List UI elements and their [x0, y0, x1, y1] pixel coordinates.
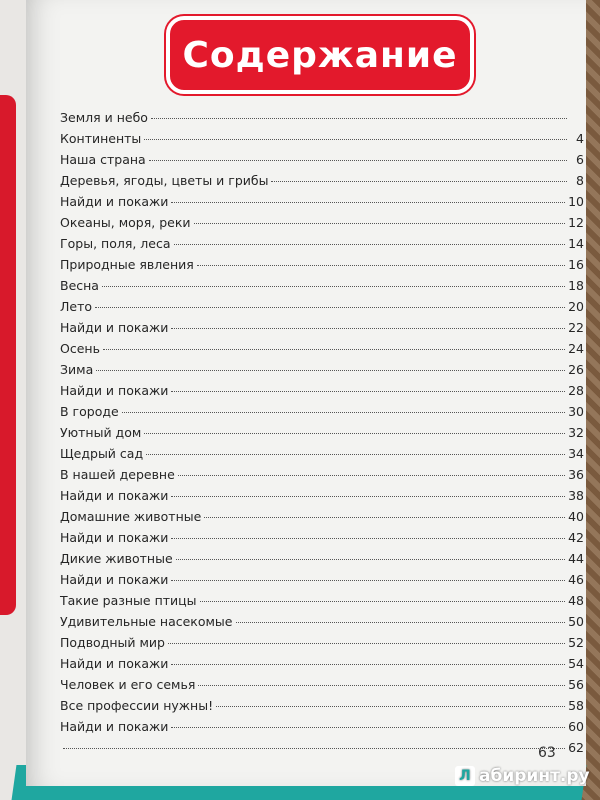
toc-leader-dots	[144, 139, 567, 140]
toc-entry	[60, 236, 584, 257]
toc-leader-dots	[198, 685, 565, 686]
toc-entry-page: 18	[568, 278, 584, 293]
toc-leader-dots	[171, 202, 565, 203]
toc-entry-page: 28	[568, 383, 584, 398]
toc-entry-label: Найди и покажи	[60, 320, 169, 335]
watermark-text: абиринт.ру	[479, 766, 590, 786]
toc-leader-dots	[171, 664, 565, 665]
toc-entry-page: 10	[568, 194, 584, 209]
toc-entry-label: Найди и покажи	[60, 194, 169, 209]
toc-entry-label: Найди и покажи	[60, 530, 169, 545]
toc-entry-page: 40	[568, 509, 584, 524]
red-page-edge	[0, 95, 16, 615]
toc-entry-label: В городе	[60, 404, 119, 419]
toc-leader-dots	[146, 454, 565, 455]
toc-leader-dots	[63, 748, 565, 749]
toc-entry-page: 54	[568, 656, 584, 671]
toc-leader-dots	[102, 286, 565, 287]
toc-entry-label: Осень	[60, 341, 100, 356]
toc-leader-dots	[194, 223, 566, 224]
toc-entry-label: Дикие животные	[60, 551, 173, 566]
toc-entry-label: Домашние животные	[60, 509, 202, 524]
table-of-contents	[60, 110, 584, 761]
toc-leader-dots	[149, 160, 567, 161]
toc-entry-label: Найди и покажи	[60, 719, 169, 734]
toc-entry-page: 14	[568, 236, 584, 251]
toc-entry-page: 34	[568, 446, 584, 461]
title-banner	[166, 16, 474, 94]
toc-entry-page: 26	[568, 362, 584, 377]
toc-entry-page: 36	[568, 467, 584, 482]
toc-entry	[60, 593, 584, 614]
toc-entry-label: Деревья, ягоды, цветы и грибы	[60, 173, 269, 188]
toc-entry	[60, 341, 584, 362]
toc-entry	[60, 152, 584, 173]
toc-entry-label: Океаны, моря, реки	[60, 215, 191, 230]
toc-leader-dots	[174, 244, 566, 245]
toc-leader-dots	[95, 307, 565, 308]
toc-entry	[60, 383, 584, 404]
toc-leader-dots	[171, 496, 565, 497]
toc-entry-label: В нашей деревне	[60, 467, 175, 482]
toc-entry-page: 56	[568, 677, 584, 692]
toc-entry	[60, 614, 584, 635]
toc-entry-label: Найди и покажи	[60, 488, 169, 503]
toc-entry-label: Зима	[60, 362, 94, 377]
toc-leader-dots	[171, 328, 565, 329]
toc-entry-label: Уютный дом	[60, 425, 142, 440]
toc-entry-page: 38	[568, 488, 584, 503]
toc-entry-label: Лето	[60, 299, 93, 314]
toc-entry-page: 6	[576, 152, 584, 167]
toc-leader-dots	[171, 727, 565, 728]
toc-entry-page: 12	[568, 215, 584, 230]
toc-entry	[60, 425, 584, 446]
toc-entry	[60, 131, 584, 152]
labirint-logo-icon: Л	[455, 766, 475, 786]
toc-entry-label: Наша страна	[60, 152, 146, 167]
page-number: 63	[538, 745, 556, 761]
toc-entry-page: 32	[568, 425, 584, 440]
toc-entry	[60, 278, 584, 299]
toc-entry	[60, 257, 584, 278]
toc-leader-dots	[271, 181, 567, 182]
toc-leader-dots	[176, 559, 565, 560]
book-page	[26, 0, 586, 786]
toc-entry	[60, 194, 584, 215]
toc-leader-dots	[122, 412, 565, 413]
toc-entry-label: Щедрый сад	[60, 446, 144, 461]
toc-entry	[60, 635, 584, 656]
toc-leader-dots	[168, 643, 565, 644]
toc-leader-dots	[144, 433, 565, 434]
toc-entry-page: 16	[568, 257, 584, 272]
toc-entry	[60, 488, 584, 509]
toc-entry	[60, 467, 584, 488]
toc-leader-dots	[204, 517, 565, 518]
toc-entry-page: 44	[568, 551, 584, 566]
toc-entry-label: Земля и небо	[60, 110, 148, 125]
toc-entry-label: Подводный мир	[60, 635, 165, 650]
toc-entry-label: Такие разные птицы	[60, 593, 197, 608]
toc-entry	[60, 551, 584, 572]
toc-leader-dots	[216, 706, 565, 707]
toc-entry	[60, 677, 584, 698]
toc-entry-label: Все профессии нужны!	[60, 698, 214, 713]
toc-entry	[60, 446, 584, 467]
toc-entry	[60, 719, 584, 740]
toc-entry	[60, 320, 584, 341]
toc-entry-label: Найди и покажи	[60, 572, 169, 587]
toc-entry-page: 58	[568, 698, 584, 713]
toc-entry-page: 8	[576, 173, 584, 188]
toc-leader-dots	[197, 265, 565, 266]
toc-entry-page: 4	[576, 131, 584, 146]
toc-entry-label: Континенты	[60, 131, 142, 146]
toc-leader-dots	[171, 538, 565, 539]
toc-entry-page: 52	[568, 635, 584, 650]
toc-entry-page: 22	[568, 320, 584, 335]
toc-entry-label: Весна	[60, 278, 99, 293]
toc-leader-dots	[151, 118, 567, 119]
toc-entry-page: 48	[568, 593, 584, 608]
toc-leader-dots	[178, 475, 565, 476]
toc-leader-dots	[236, 622, 566, 623]
toc-entry-page: 20	[568, 299, 584, 314]
watermark	[455, 766, 590, 786]
toc-entry-page: 30	[568, 404, 584, 419]
toc-leader-dots	[200, 601, 566, 602]
toc-entry-label: Удивительные насекомые	[60, 614, 233, 629]
page-title: Содержание	[182, 34, 458, 76]
toc-entry-label: Горы, поля, леса	[60, 236, 171, 251]
toc-entry	[60, 110, 584, 131]
toc-entry-page: 24	[568, 341, 584, 356]
toc-entry	[60, 404, 584, 425]
toc-entry	[60, 698, 584, 719]
toc-entry	[60, 530, 584, 551]
toc-entry	[60, 740, 584, 761]
toc-entry-page: 46	[568, 572, 584, 587]
toc-entry	[60, 656, 584, 677]
toc-entry	[60, 362, 584, 383]
toc-entry	[60, 173, 584, 194]
toc-leader-dots	[96, 370, 565, 371]
toc-entry-page: 50	[568, 614, 584, 629]
toc-entry-label: Человек и его семья	[60, 677, 196, 692]
toc-entry-label: Природные явления	[60, 257, 194, 272]
toc-entry	[60, 215, 584, 236]
toc-entry-label: Найди и покажи	[60, 383, 169, 398]
toc-leader-dots	[171, 391, 565, 392]
toc-entry-label: Найди и покажи	[60, 656, 169, 671]
toc-leader-dots	[103, 349, 565, 350]
toc-entry-page: 42	[568, 530, 584, 545]
toc-entry-page: 62	[568, 740, 584, 755]
toc-leader-dots	[171, 580, 565, 581]
toc-entry	[60, 299, 584, 320]
toc-entry	[60, 509, 584, 530]
toc-entry-page: 60	[568, 719, 584, 734]
toc-entry	[60, 572, 584, 593]
